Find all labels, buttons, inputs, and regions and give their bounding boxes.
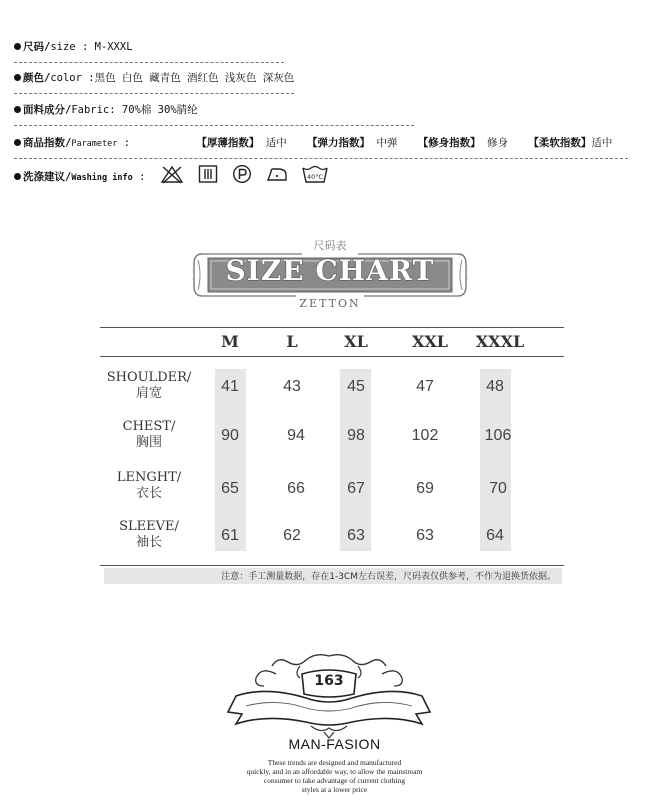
param-elasticity: 【弹力指数】 中弹 [307, 137, 398, 149]
bullet-icon [14, 139, 21, 146]
wash-icons [160, 164, 328, 184]
fabric-label: 面料成分/ [23, 104, 72, 116]
brand-emblem [216, 652, 442, 740]
wash-40-icon [302, 164, 328, 184]
param-colon: : [117, 137, 131, 149]
table-cell: 48 [486, 378, 504, 395]
bullet-icon [14, 106, 21, 113]
bullet-icon [14, 173, 21, 180]
param-label-en: Parameter [71, 139, 118, 149]
wash-spec [14, 170, 145, 185]
wash-temp: 40°C [306, 173, 324, 181]
column-highlight-xxxl [480, 369, 511, 551]
table-cell: 63 [416, 527, 434, 544]
table-cell: 43 [283, 378, 301, 395]
divider [14, 158, 628, 159]
table-cell: 106 [484, 427, 512, 444]
color-spec [14, 71, 294, 85]
table-cell: 63 [347, 527, 365, 544]
fabric-spec [14, 103, 198, 117]
tagline-line: These trends are designed and manufactured [267, 758, 402, 767]
measurement-note [104, 568, 562, 584]
dry-clean-p-icon [232, 164, 252, 184]
color-label-en: color [50, 72, 82, 84]
emblem-number: 163 [314, 673, 344, 689]
param-spec [14, 136, 612, 151]
row-label-shoulder: SHOULDER/ 肩宽 [106, 370, 192, 401]
table-cell: 66 [287, 480, 305, 497]
size-chart-title: SIZE CHART [225, 254, 435, 287]
param-thickness: 【厚薄指数】 适中 [196, 137, 287, 149]
table-cell: 102 [411, 427, 439, 444]
param-softness: 【柔软指数】适中 [528, 137, 613, 149]
header-xxl: XXL [411, 332, 449, 351]
size-spec [14, 40, 133, 54]
size-chart-subtitle: 尺码表 [313, 239, 347, 252]
bullet-icon [14, 43, 21, 50]
table-cell: 61 [221, 527, 239, 544]
table-cell: 62 [283, 527, 301, 544]
table-cell: 65 [221, 480, 239, 497]
table-cell: 70 [489, 480, 507, 497]
size-label: 尺码/ [23, 41, 51, 53]
header-m: M [221, 332, 239, 351]
divider [14, 125, 414, 126]
tagline-line: quickly, and in an affordable way, to allow the mainstream [246, 767, 423, 776]
header-xxxl: XXXL [475, 332, 525, 351]
row-label-sleeve: SLEEVE/ 袖长 [119, 519, 179, 550]
row-label-length: LENGHT/ 衣长 [116, 470, 182, 501]
no-bleach-icon [160, 164, 184, 184]
ornament-ribbon [216, 652, 442, 740]
size-table [100, 327, 564, 553]
wash-colon: : [132, 171, 146, 183]
table-bottom-rule [100, 565, 564, 566]
table-top-rule [100, 327, 564, 328]
table-cell: 64 [486, 527, 504, 544]
low-iron-icon [266, 164, 288, 184]
table-cell: 69 [416, 480, 434, 497]
divider [14, 93, 294, 94]
table-cell: 67 [347, 480, 365, 497]
bullet-icon [14, 74, 21, 81]
tagline-line: styles at a lower price [301, 785, 368, 794]
table-header-rule [100, 356, 564, 357]
hand-wash-drying-icon [198, 164, 218, 184]
tagline-line: consumer to take advantage of current clothing [263, 776, 406, 785]
table-cell: 47 [416, 378, 434, 395]
header-l: L [286, 332, 298, 351]
table-cell: 41 [221, 378, 239, 395]
wash-label: 洗涤建议/ [23, 171, 72, 183]
table-cell: 94 [287, 427, 305, 444]
color-value: :黑色 白色 藏青色 酒红色 浅灰色 深灰色 [81, 72, 295, 84]
table-cell: 98 [347, 427, 365, 444]
table-cell: 90 [221, 427, 239, 444]
size-label-en: size [50, 41, 76, 53]
wash-label-en: Washing info [71, 173, 133, 183]
measurement-note-text: 注意：手工测量数据，存在1-3CM左右误差，尺码表仅供参考，不作为退换货依据。 [221, 572, 556, 582]
row-label-chest: CHEST/ 胸围 [122, 419, 176, 450]
fabric-value: Fabric: 70%棉 30%腈纶 [71, 104, 198, 116]
table-cell: 45 [347, 378, 365, 395]
brand-name: MAN-FASION [288, 736, 381, 752]
color-label: 颜色/ [23, 72, 51, 84]
divider [14, 62, 284, 63]
size-chart-banner [192, 240, 468, 308]
size-value: : M-XXXL [75, 41, 133, 53]
param-fit: 【修身指数】 修身 [417, 137, 509, 149]
column-highlight-xl [340, 369, 371, 551]
column-highlight-m [215, 369, 246, 551]
size-chart-brand: ZETTON [299, 297, 361, 310]
header-xl: XL [344, 332, 368, 351]
param-label: 商品指数/ [23, 137, 72, 149]
